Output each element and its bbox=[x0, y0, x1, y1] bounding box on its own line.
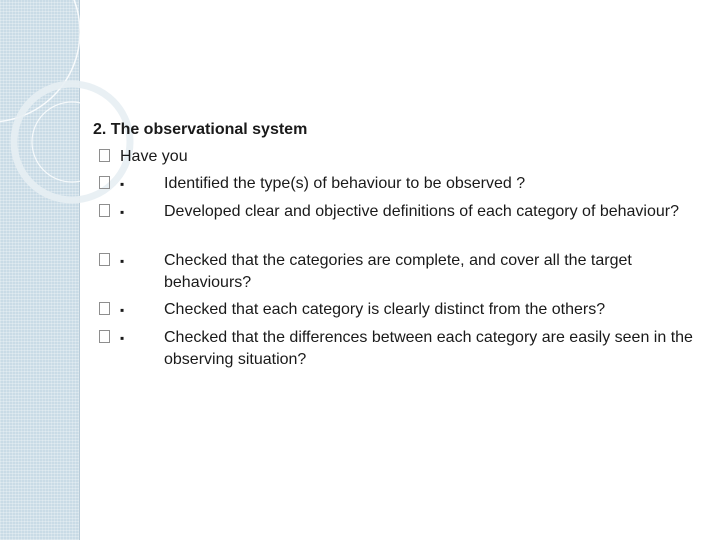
placeholder-glyph-icon bbox=[99, 176, 110, 189]
list-item-text: Identified the type(s) of behaviour to be observed ? bbox=[164, 175, 526, 192]
lead-text: Have you bbox=[120, 148, 188, 165]
placeholder-glyph-icon bbox=[99, 302, 110, 315]
placeholder-glyph-icon bbox=[99, 204, 110, 217]
square-bullet-icon: ▪ bbox=[120, 331, 125, 345]
placeholder-glyph-icon bbox=[99, 149, 110, 162]
side-panel-edge bbox=[79, 0, 80, 540]
placeholder-glyph-icon bbox=[99, 253, 110, 266]
list-item-text: Checked that the categories are complete, and cover all the target behaviours? bbox=[164, 252, 632, 291]
list-item-text: Checked that each category is clearly distinct from the others? bbox=[164, 301, 606, 318]
side-panel-background bbox=[0, 0, 79, 540]
square-bullet-icon: ▪ bbox=[120, 205, 125, 219]
square-bullet-icon: ▪ bbox=[120, 177, 125, 191]
list-item-text: Checked that the differences between each category are easily seen in the observing situation? bbox=[164, 329, 693, 368]
slide-title: 2. The observational system bbox=[93, 121, 308, 138]
list-item-text: Developed clear and objective definitions of each category of behaviour? bbox=[164, 203, 679, 220]
placeholder-glyph-icon bbox=[99, 330, 110, 343]
square-bullet-icon: ▪ bbox=[120, 254, 125, 268]
square-bullet-icon: ▪ bbox=[120, 303, 125, 317]
